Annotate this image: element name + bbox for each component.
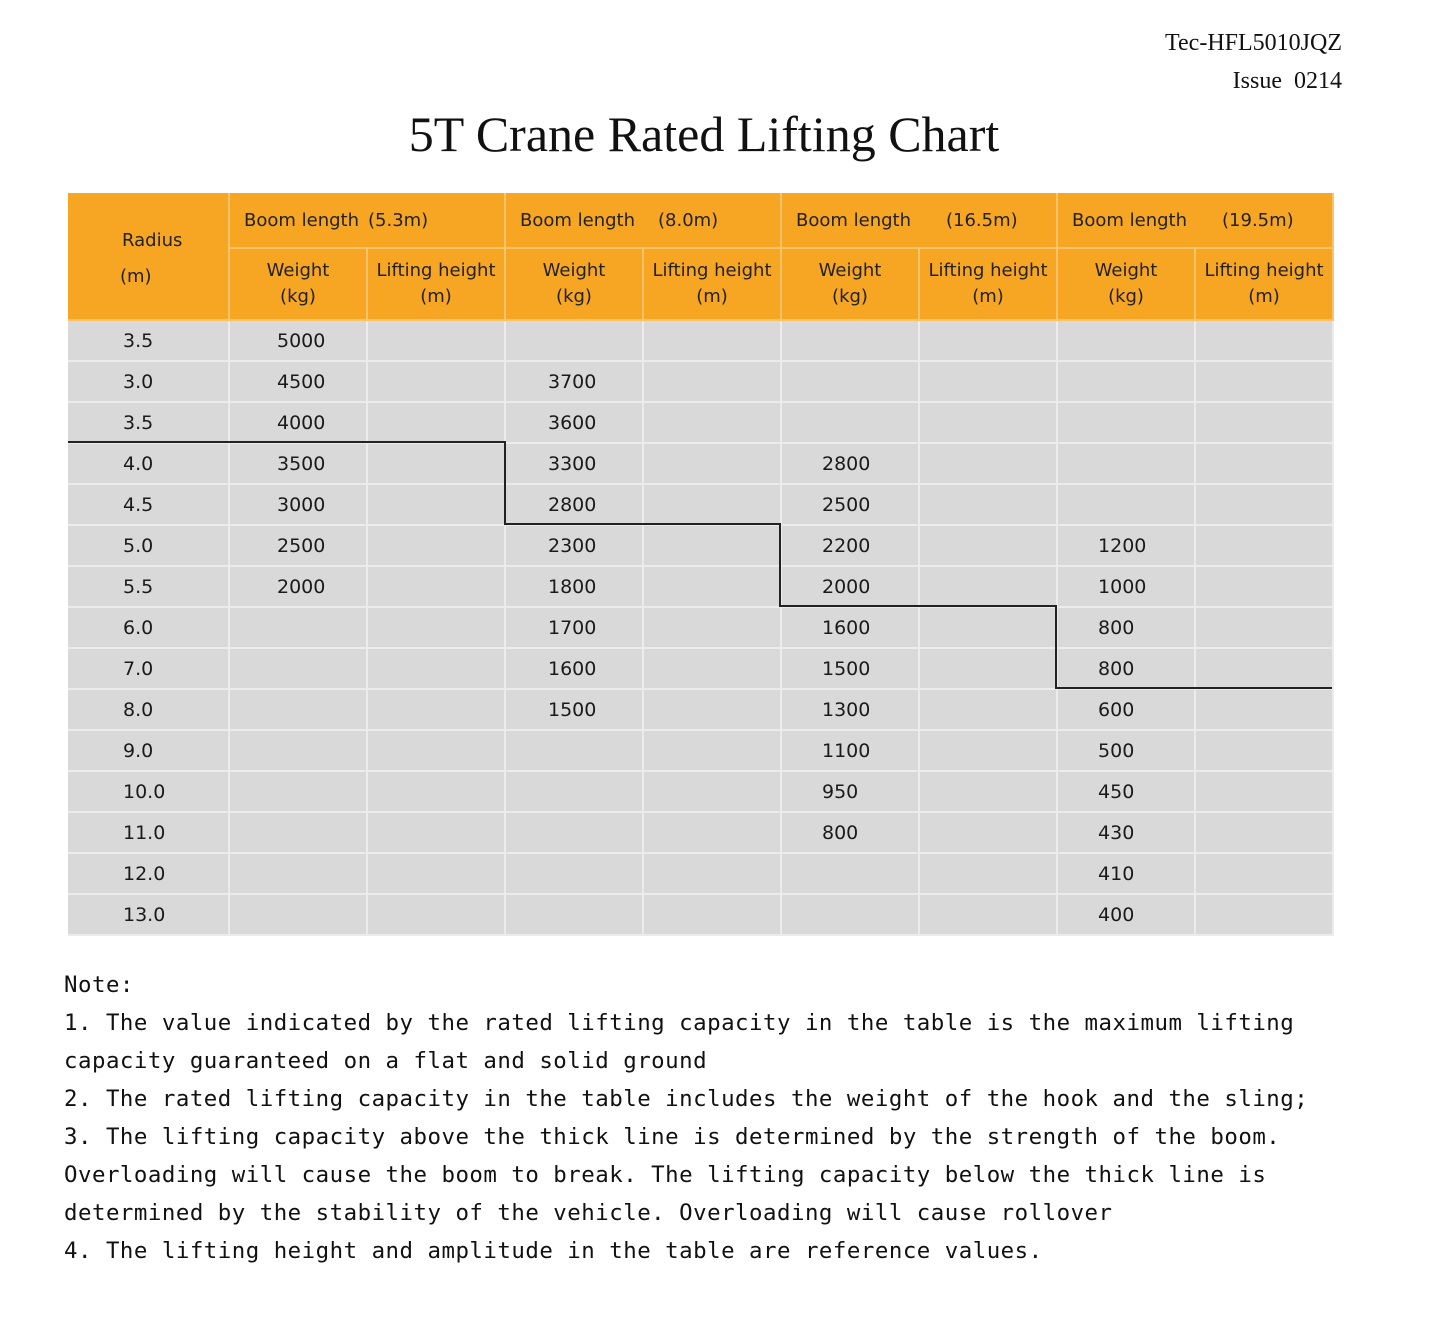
height-cell: [367, 812, 505, 853]
height-cell: [1195, 484, 1333, 525]
weight-cell: [229, 689, 367, 730]
thick-line: [1055, 687, 1332, 689]
weight-cell: 500: [1057, 730, 1195, 771]
radius-cell: 9.0: [68, 730, 229, 771]
table-row: [68, 566, 1333, 607]
boom-length: (16.5m): [946, 209, 1018, 231]
height-cell: [367, 689, 505, 730]
weight-cell: [1057, 484, 1195, 525]
weight-cell: 800: [1057, 607, 1195, 648]
radius-cell: 3.5: [68, 320, 229, 361]
weight-cell: 3700: [505, 361, 643, 402]
radius-header: [68, 193, 229, 320]
radius-cell: 4.0: [68, 443, 229, 484]
weight-cell: 1300: [781, 689, 919, 730]
height-cell: [643, 320, 781, 361]
radius-cell: 11.0: [68, 812, 229, 853]
weight-cell: 3600: [505, 402, 643, 443]
note-line: 3. The lifting capacity above the thick line is determined by the strength of the boom.: [64, 1124, 1281, 1150]
height-cell: [919, 443, 1057, 484]
height-cell: [643, 566, 781, 607]
height-cell: [367, 730, 505, 771]
height-cell: [919, 566, 1057, 607]
radius-cell: 5.5: [68, 566, 229, 607]
weight-cell: [505, 853, 643, 894]
weight-cell: 2500: [781, 484, 919, 525]
height-header: Lifting height (m): [367, 248, 505, 320]
thick-line: [68, 441, 506, 443]
height-cell: [367, 525, 505, 566]
height-cell: [643, 812, 781, 853]
height-cell: [643, 607, 781, 648]
weight-cell: 800: [1057, 648, 1195, 689]
note-line: determined by the stability of the vehicle. Overloading will cause rollover: [64, 1200, 1113, 1226]
height-cell: [919, 812, 1057, 853]
height-cell: [1195, 320, 1333, 361]
weight-cell: [1057, 361, 1195, 402]
weight-cell: [781, 894, 919, 935]
height-cell: [643, 771, 781, 812]
weight-cell: [1057, 402, 1195, 443]
weight-cell: 1200: [1057, 525, 1195, 566]
weight-cell: 1000: [1057, 566, 1195, 607]
weight-cell: [781, 402, 919, 443]
doc-code: Tec-HFL5010JQZ: [1165, 30, 1342, 56]
height-cell: [643, 894, 781, 935]
height-cell: [1195, 525, 1333, 566]
height-cell: [367, 443, 505, 484]
weight-cell: 2800: [505, 484, 643, 525]
radius-cell: 4.5: [68, 484, 229, 525]
boom-header: [1057, 193, 1333, 248]
boom-length: (19.5m): [1222, 209, 1294, 231]
weight-cell: [505, 894, 643, 935]
height-cell: [367, 894, 505, 935]
thick-line: [779, 523, 781, 607]
weight-cell: [505, 771, 643, 812]
height-cell: [919, 853, 1057, 894]
height-cell: [919, 607, 1057, 648]
weight-header: Weight (kg): [781, 248, 919, 320]
boom-label: Boom length: [1072, 209, 1188, 231]
radius-cell: 3.5: [68, 402, 229, 443]
weight-cell: 2500: [229, 525, 367, 566]
height-cell: [643, 525, 781, 566]
weight-cell: 800: [781, 812, 919, 853]
height-cell: [919, 689, 1057, 730]
height-cell: [1195, 894, 1333, 935]
thick-line: [504, 441, 506, 525]
height-cell: [367, 648, 505, 689]
radius-cell: 3.0: [68, 361, 229, 402]
notes-section: [64, 966, 1364, 1270]
height-cell: [1195, 812, 1333, 853]
weight-cell: [1057, 443, 1195, 484]
weight-cell: [229, 812, 367, 853]
height-cell: [367, 853, 505, 894]
boom-header: [229, 193, 505, 248]
weight-cell: 1600: [505, 648, 643, 689]
note-line: 4. The lifting height and amplitude in the table are reference values.: [64, 1238, 1043, 1264]
table-row: [68, 361, 1333, 402]
weight-cell: [229, 607, 367, 648]
weight-cell: 2200: [781, 525, 919, 566]
weight-cell: [781, 361, 919, 402]
height-cell: [367, 771, 505, 812]
height-cell: [919, 320, 1057, 361]
weight-cell: 400: [1057, 894, 1195, 935]
weight-cell: [505, 320, 643, 361]
radius-cell: 8.0: [68, 689, 229, 730]
height-cell: [919, 894, 1057, 935]
table-row: [68, 607, 1333, 648]
height-cell: [367, 484, 505, 525]
height-header: Lifting height (m): [1195, 248, 1333, 320]
notes-heading: Note:: [64, 972, 134, 998]
radius-cell: 10.0: [68, 771, 229, 812]
document-header: [1165, 24, 1342, 100]
weight-cell: [505, 812, 643, 853]
thick-line: [504, 523, 781, 525]
weight-cell: 3500: [229, 443, 367, 484]
radius-cell: 7.0: [68, 648, 229, 689]
height-cell: [1195, 853, 1333, 894]
table-row: [68, 812, 1333, 853]
height-cell: [1195, 648, 1333, 689]
note-line: Overloading will cause the boom to break. The lifting capacity below the thick line is: [64, 1162, 1267, 1188]
height-cell: [919, 402, 1057, 443]
height-cell: [367, 607, 505, 648]
boom-header: [505, 193, 781, 248]
height-cell: [1195, 402, 1333, 443]
height-cell: [1195, 566, 1333, 607]
table-row: [68, 320, 1333, 361]
note-line: 1. The value indicated by the rated lifting capacity in the table is the maximum lifting: [64, 1010, 1295, 1036]
weight-cell: 1700: [505, 607, 643, 648]
note-line: 2. The rated lifting capacity in the table includes the weight of the hook and the sling;: [64, 1086, 1309, 1112]
height-cell: [919, 771, 1057, 812]
height-cell: [919, 648, 1057, 689]
height-cell: [367, 361, 505, 402]
weight-cell: [229, 771, 367, 812]
height-cell: [643, 484, 781, 525]
height-cell: [1195, 361, 1333, 402]
boom-header: [781, 193, 1057, 248]
weight-cell: 2300: [505, 525, 643, 566]
height-cell: [643, 689, 781, 730]
radius-label: Radius: [122, 230, 183, 251]
height-cell: [643, 443, 781, 484]
thick-line: [1055, 605, 1057, 689]
weight-cell: [229, 730, 367, 771]
weight-cell: 3300: [505, 443, 643, 484]
weight-cell: 2000: [229, 566, 367, 607]
height-cell: [1195, 689, 1333, 730]
weight-cell: 1100: [781, 730, 919, 771]
radius-cell: 5.0: [68, 525, 229, 566]
boom-length: (5.3m): [368, 209, 429, 231]
height-cell: [643, 648, 781, 689]
boom-label: Boom length: [520, 209, 636, 231]
weight-cell: [781, 320, 919, 361]
height-cell: [367, 566, 505, 607]
weight-cell: 450: [1057, 771, 1195, 812]
weight-cell: 410: [1057, 853, 1195, 894]
weight-cell: 430: [1057, 812, 1195, 853]
weight-cell: [229, 894, 367, 935]
note-line: capacity guaranteed on a flat and solid ground: [64, 1048, 708, 1074]
weight-cell: 3000: [229, 484, 367, 525]
weight-cell: 4500: [229, 361, 367, 402]
table-row: [68, 402, 1333, 443]
height-header: Lifting height (m): [919, 248, 1057, 320]
issue-number: Issue 0214: [1232, 68, 1342, 94]
weight-cell: [229, 853, 367, 894]
table-row: [68, 771, 1333, 812]
height-header: Lifting height (m): [643, 248, 781, 320]
height-cell: [1195, 771, 1333, 812]
table-row: [68, 853, 1333, 894]
height-cell: [1195, 607, 1333, 648]
height-cell: [1195, 443, 1333, 484]
height-cell: [643, 853, 781, 894]
height-cell: [1195, 730, 1333, 771]
table-row: [68, 689, 1333, 730]
radius-cell: 13.0: [68, 894, 229, 935]
lifting-chart-table: [68, 193, 1332, 936]
table-row: [68, 443, 1333, 484]
weight-cell: 5000: [229, 320, 367, 361]
boom-label: Boom length: [244, 209, 360, 231]
weight-cell: 2000: [781, 566, 919, 607]
table-row: [68, 484, 1333, 525]
table-row: [68, 730, 1333, 771]
thick-line: [779, 605, 1057, 607]
weight-header: Weight (kg): [1057, 248, 1195, 320]
weight-cell: 2800: [781, 443, 919, 484]
height-cell: [367, 320, 505, 361]
radius-cell: 6.0: [68, 607, 229, 648]
weight-header: Weight (kg): [229, 248, 367, 320]
weight-cell: 1500: [505, 689, 643, 730]
height-cell: [367, 402, 505, 443]
height-cell: [919, 361, 1057, 402]
weight-cell: 1500: [781, 648, 919, 689]
height-cell: [643, 730, 781, 771]
weight-cell: 1600: [781, 607, 919, 648]
height-cell: [919, 484, 1057, 525]
weight-cell: 950: [781, 771, 919, 812]
weight-cell: [505, 730, 643, 771]
height-cell: [919, 730, 1057, 771]
height-cell: [643, 402, 781, 443]
table-row: [68, 894, 1333, 935]
weight-header: Weight (kg): [505, 248, 643, 320]
radius-cell: 12.0: [68, 853, 229, 894]
table-row: [68, 525, 1333, 566]
weight-cell: [781, 853, 919, 894]
weight-cell: [1057, 320, 1195, 361]
weight-cell: 1800: [505, 566, 643, 607]
radius-unit: (m): [120, 266, 152, 287]
weight-cell: 4000: [229, 402, 367, 443]
height-cell: [919, 525, 1057, 566]
height-cell: [643, 361, 781, 402]
boom-label: Boom length: [796, 209, 912, 231]
table-row: [68, 648, 1333, 689]
page-title: 5T Crane Rated Lifting Chart: [408, 106, 1000, 162]
weight-cell: 600: [1057, 689, 1195, 730]
weight-cell: [229, 648, 367, 689]
boom-length: (8.0m): [658, 209, 719, 231]
